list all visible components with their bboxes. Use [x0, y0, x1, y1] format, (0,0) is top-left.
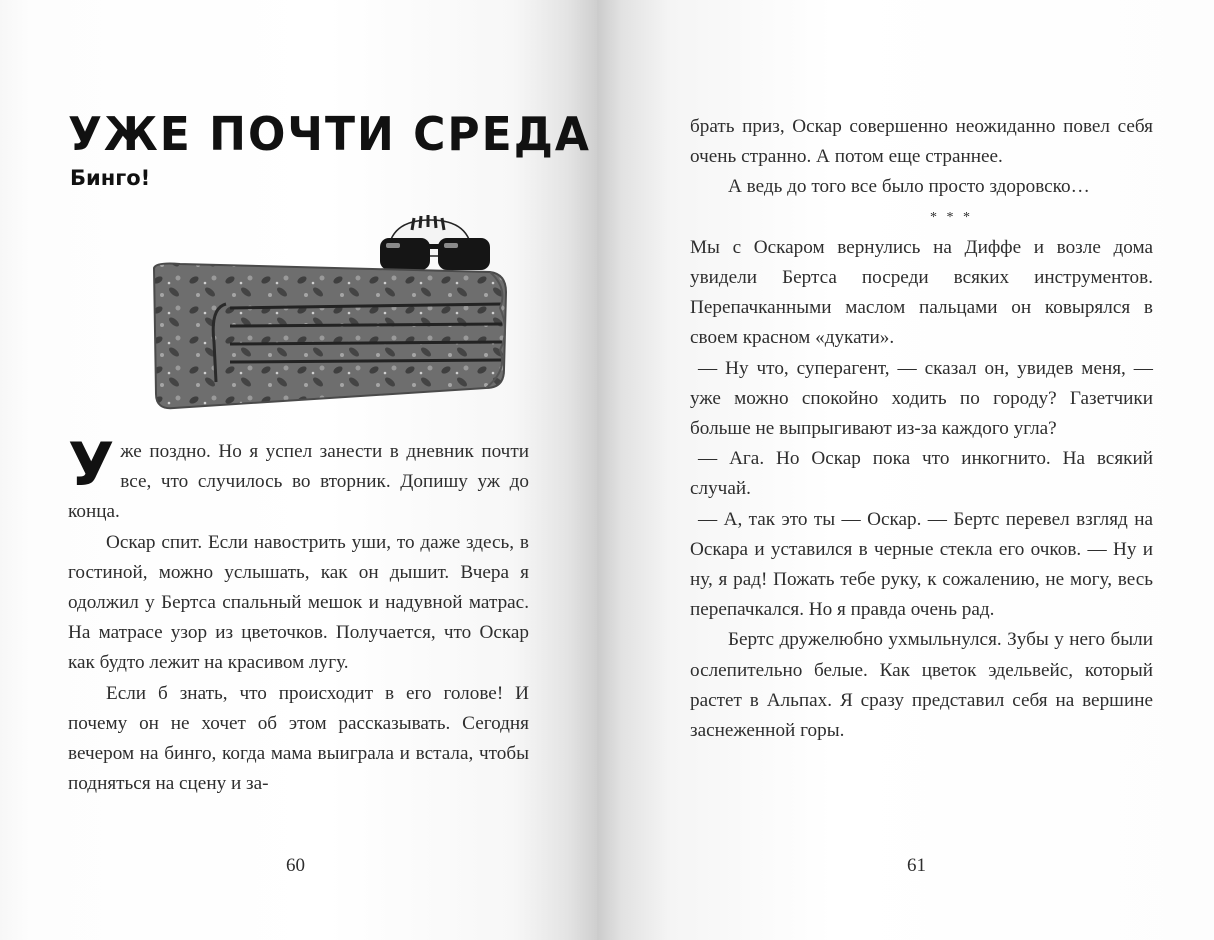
paragraph: Мы с Оскаром вернулись на Диффе и возле дома увидели Бертса посреди всяких инструментов. Перепачканными маслом пальцами он ковырялся в своем красном «дукати». [690, 236, 1153, 349]
paragraph: Если б знать, что происходит в его голове! И почему он не хочет об этом рассказывать. Сегодня вечером на бинго, когда мама выиграла и встала, чтобы подняться на сцену и за- [68, 682, 529, 795]
paragraph-text: же поздно. Но я успел занести в дневник почти все, что случилось во вторник. Допишу уж до конца. [68, 441, 529, 523]
right-page-text [690, 112, 1153, 746]
paragraph: Бертс дружелюбно ухмыльнулся. Зубы у него были ослепительно белые. Как цветок эдельвейс, который растет в Альпах. Я сразу представил себя на вершине заснеженной горы. [690, 629, 1153, 742]
dialogue-line: — Ага. Но Оскар пока что инкогнито. На всякий случай. [690, 448, 1153, 500]
paragraph [68, 430, 529, 528]
section-divider: * * * [930, 209, 973, 225]
page-number: 60 [286, 855, 305, 876]
paragraph: А ведь до того все было просто здоровско… [728, 176, 1090, 198]
mattress-illustration [150, 212, 510, 412]
chapter-subtitle: Бинго! [70, 166, 151, 190]
chapter-title: УЖЕ ПОЧТИ СРЕДА [68, 108, 591, 162]
dialogue-line: — А, так это ты — Оскар. — Бертс перевел взгляд на Оскара и уставился в черные стекла его очков. — Ну и ну, я рад! Пожать тебе руку, к сожалению, не могу, весь перепачкался. Но я правда очень рад. [690, 508, 1153, 621]
drop-cap: У [68, 430, 115, 500]
paragraph: Оскар спит. Если навострить уши, то даже здесь, в гостиной, можно услышать, как он дышит. Вчера я одолжил у Бертса спальный мешок и надувной матрас. На матрасе узор из цветочков. Получается, что Оскар как будто лежит на красивом лугу. [68, 531, 529, 674]
dialogue-line: — Ну что, суперагент, — сказал он, увидев меня, — уже можно спокойно ходить по городу? Газетчики больше не выпрыгивают из-за каждого угла? [690, 357, 1153, 440]
right-page [597, 0, 1214, 940]
page-number: 61 [907, 855, 926, 876]
left-page-text [68, 430, 529, 799]
left-page [0, 0, 597, 940]
paragraph: брать приз, Оскар совершенно неожиданно повел себя очень странно. А потом еще страннее. [690, 116, 1153, 168]
